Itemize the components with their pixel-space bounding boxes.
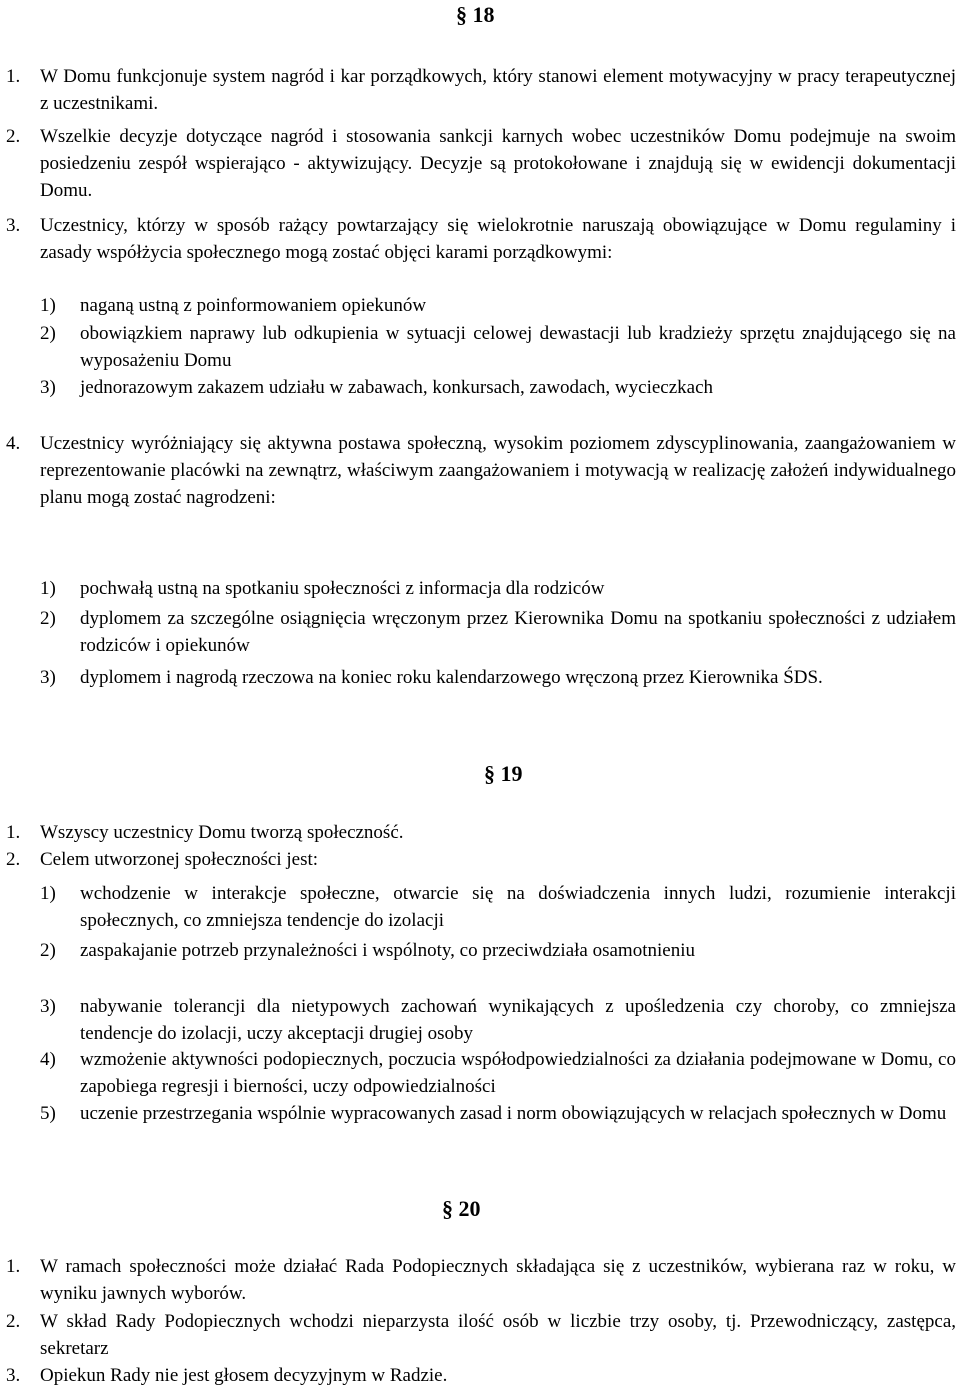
- paragraph-number: 3.: [6, 1365, 21, 1386]
- list-number: 2): [40, 940, 56, 961]
- paragraph-number: 2.: [6, 126, 21, 147]
- paragraph-number: 2.: [6, 1311, 21, 1332]
- list-text: wzmożenie aktywności podopiecznych, poczucia współodpowiedzialności za działania podejmowane w Domu, co zapobiega regresji i bierności, uczy odpowiedzialności: [80, 1049, 956, 1097]
- list-text: uczenie przestrzegania wspólnie wypracowanych zasad i norm obowiązujących w relacjach społecznych w Domu: [80, 1103, 947, 1124]
- list-number: 3): [40, 667, 56, 688]
- paragraph-number: 1.: [6, 66, 21, 87]
- paragraph-text: W skład Rady Podopiecznych wchodzi nieparzysta ilość osób w liczbie trzy osoby, tj. Przewodniczący, zastępca, sekretarz: [40, 1311, 956, 1359]
- list-text: naganą ustną z poinformowaniem opiekunów: [80, 295, 427, 316]
- paragraph-text: Celem utworzonej społeczności jest:: [40, 849, 319, 870]
- paragraph-text: Wszyscy uczestnicy Domu tworzą społeczność.: [40, 822, 404, 843]
- paragraph-text: Uczestnicy wyróżniający się aktywna postawa społeczną, wysokim poziomem zdyscyplinowania, zaangażowaniem w reprezentowanie placówki na zewnątrz, właściwym zaangażowaniem i motywacją w realizację założeń indywidualnego planu mogą zostać nagrodzeni:: [40, 433, 956, 508]
- list-text: dyplomem za szczególne osiągnięcia wręczonym przez Kierownika Domu na spotkaniu społeczności z udziałem rodziców i opiekunów: [80, 608, 956, 656]
- section-19-heading: § 19: [484, 761, 523, 786]
- list-text: zaspakajanie potrzeb przynależności i wspólnoty, co przeciwdziała osamotnieniu: [80, 940, 695, 961]
- paragraph-number: 3.: [6, 215, 21, 236]
- list-number: 2): [40, 323, 56, 344]
- section-18-heading: § 18: [456, 2, 495, 27]
- list-text: dyplomem i nagrodą rzeczowa na koniec roku kalendarzowego wręczoną przez Kierownika ŚDS.: [80, 667, 823, 688]
- paragraph-number: 1.: [6, 1256, 21, 1277]
- list-number: 2): [40, 608, 56, 629]
- paragraph-text: Wszelkie decyzje dotyczące nagród i stosowania sankcji karnych wobec uczestników Domu podejmuje na swoim posiedzeniu zespół wspierająco - aktywizujący. Decyzje są protokołowane i znajdują się w ewidencji dokumentacji Domu.: [40, 126, 956, 201]
- paragraph-number: 2.: [6, 849, 21, 870]
- list-number: 1): [40, 883, 56, 904]
- paragraph-text: Uczestnicy, którzy w sposób rażący powtarzający się wielokrotnie naruszają obowiązujące w Domu regulaminy i zasady współżycia społecznego mogą zostać objęci karami porządkowymi:: [40, 215, 956, 263]
- list-text: wchodzenie w interakcje społeczne, otwarcie się na doświadczenia innych ludzi, rozumienie interakcji społecznych, co zmniejsza tendencje do izolacji: [80, 883, 956, 931]
- paragraph-text: W ramach społeczności może działać Rada Podopiecznych składająca się z uczestników, wybierana raz w roku, w wyniku jawnych wyborów.: [40, 1256, 956, 1304]
- list-number: 1): [40, 578, 56, 599]
- list-number: 5): [40, 1103, 56, 1124]
- paragraph-number: 1.: [6, 822, 21, 843]
- section-20-heading: § 20: [442, 1196, 481, 1221]
- list-text: jednorazowym zakazem udziału w zabawach, konkursach, zawodach, wycieczkach: [80, 377, 714, 398]
- list-text: obowiązkiem naprawy lub odkupienia w sytuacji celowej dewastacji lub kradzieży sprzętu znajdującego się na wyposażeniu Domu: [80, 323, 956, 371]
- paragraph-text: W Domu funkcjonuje system nagród i kar porządkowych, który stanowi element motywacyjny w pracy terapeutycznej z uczestnikami.: [40, 66, 956, 114]
- list-number: 3): [40, 377, 56, 398]
- list-number: 1): [40, 295, 56, 316]
- list-number: 3): [40, 996, 56, 1017]
- list-text: nabywanie tolerancji dla nietypowych zachowań wynikających z upośledzenia czy choroby, co zmniejsza tendencje do izolacji, uczy akceptacji drugiej osoby: [80, 996, 956, 1044]
- list-number: 4): [40, 1049, 56, 1070]
- list-text: pochwałą ustną na spotkaniu społeczności z informacja dla rodziców: [80, 578, 605, 599]
- paragraph-number: 4.: [6, 433, 21, 454]
- paragraph-text: Opiekun Rady nie jest głosem decyzyjnym w Radzie.: [40, 1365, 448, 1386]
